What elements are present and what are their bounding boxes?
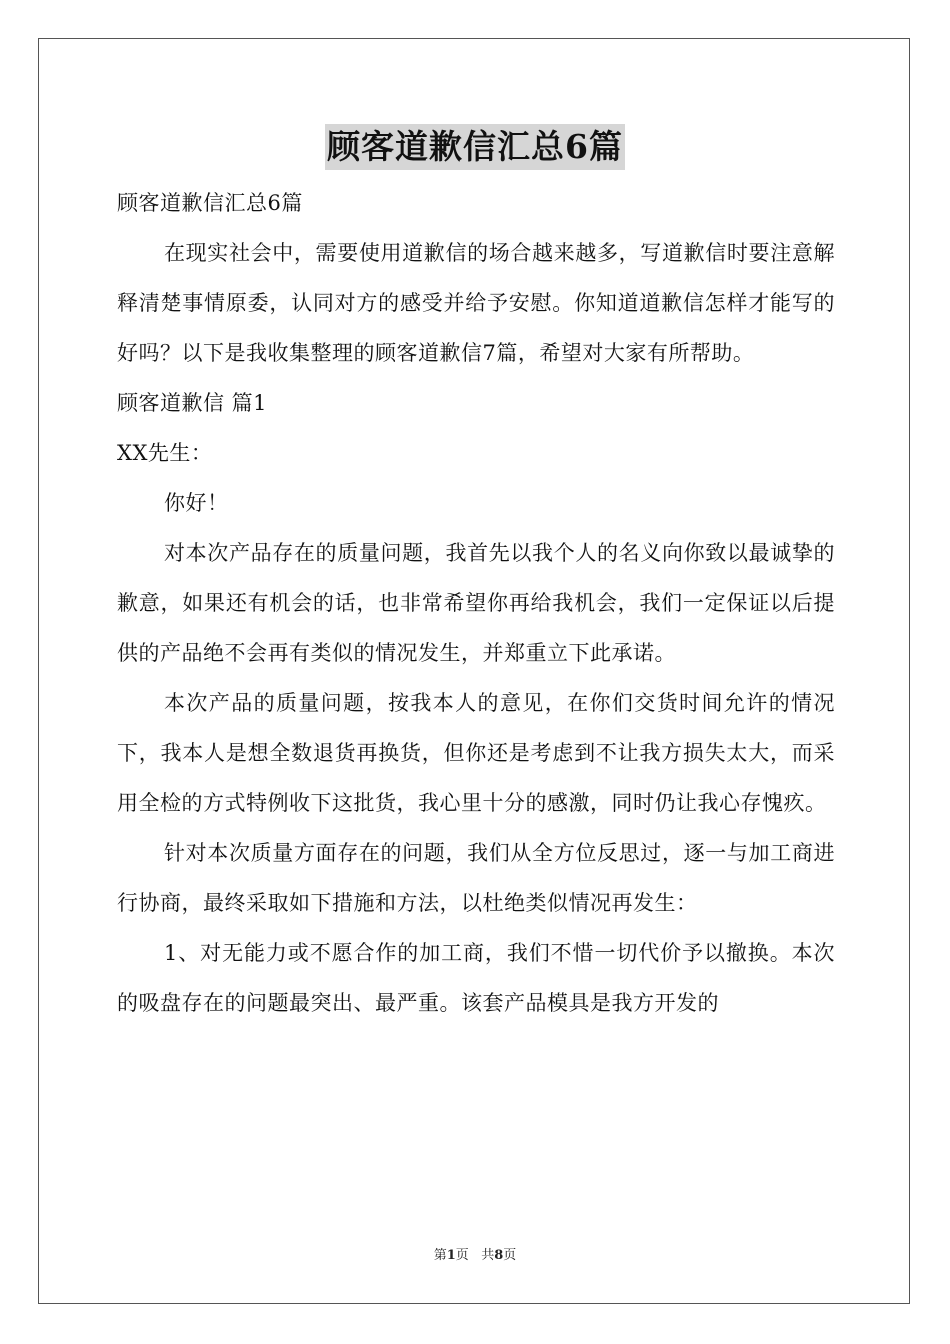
paragraph-1: 顾客道歉信 篇1 (117, 391, 268, 415)
paragraph-7: 1、对无能力或不愿合作的加工商，我们不惜一切代价予以撤换。本次的吸盘存在的问题最突出、最严重。该套产品模具是我方开发的 (117, 941, 835, 1015)
page-prefix: 第 (433, 1248, 447, 1263)
page-current: 1 (446, 1248, 456, 1263)
paragraph-6: 针对本次质量方面存在的问题，我们从全方位反思过，逐一与加工商进行协商，最终采取如下措施和方法，以杜绝类似情况再发生： (117, 841, 835, 915)
paragraph-0: 在现实社会中，需要使用道歉信的场合越来越多，写道歉信时要注意解释清楚事情原委，认同对方的感受并给予安慰。你知道道歉信怎样才能写的好吗？以下是我收集整理的顾客道歉信7篇，希望对大家有所帮助。 (117, 241, 835, 365)
document-subtitle: 顾客道歉信汇总6篇 (117, 191, 303, 215)
paragraph-4: 对本次产品存在的质量问题，我首先以我个人的名义向你致以最诚挚的歉意，如果还有机会的话，也非常希望你再给我机会，我们一定保证以后提供的产品绝不会再有类似的情况发生，并郑重立下此承诺。 (117, 541, 835, 665)
total-prefix: 共 (481, 1248, 495, 1263)
page-suffix: 页 (455, 1248, 469, 1263)
title-wrap (0, 124, 950, 170)
total-suffix: 页 (503, 1248, 517, 1263)
document-title: 顾客道歉信汇总6篇 (325, 124, 625, 170)
paragraph-3: 你好！ (164, 491, 229, 515)
paragraph-5: 本次产品的质量问题，按我本人的意见，在你们交货时间允许的情况下，我本人是想全数退货再换货，但你还是考虑到不让我方损失太大，而采用全检的方式特例收下这批货，我心里十分的感激，同时仍让我心存愧疚。 (117, 691, 835, 815)
document-body (117, 178, 835, 1028)
paragraph-2: XX先生： (117, 441, 213, 465)
total-pages: 8 (494, 1248, 504, 1263)
page-footer (0, 1247, 950, 1265)
